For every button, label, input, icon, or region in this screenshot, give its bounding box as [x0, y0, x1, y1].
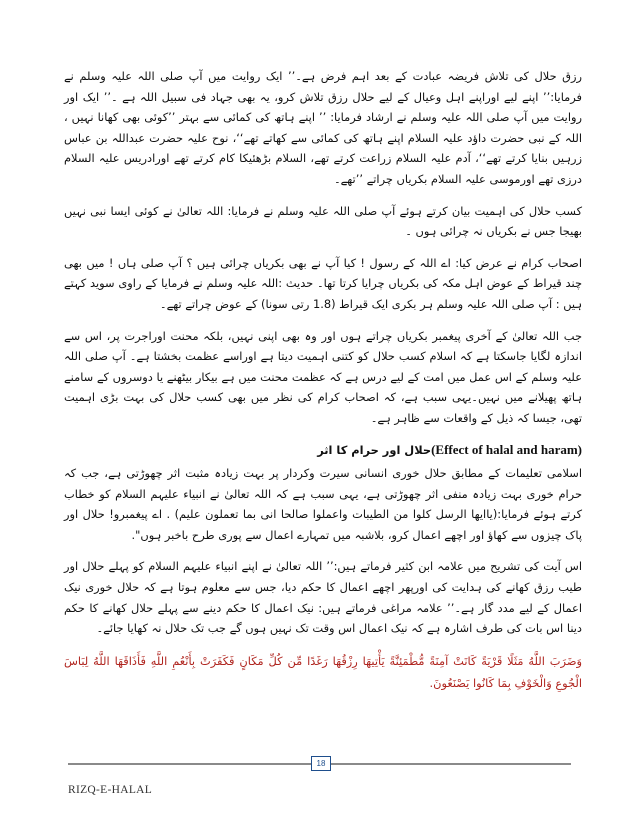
section-heading-urdu: حلال اور حرام کا اثر — [317, 442, 432, 457]
paragraph-rizq-halal-search: رزق حلال کی تلاش فریضہ عبادت کے بعد اہم فرض ہے۔’’ ایک روایت میں آپ صلی اللہ علیہ وسلم نے فرمایا:’’ اپنے لیے اوراپنے اہل وعیال کے لیے حلال رزق تلاش کرو، یہ بھی جہاد فی سبیل اللہ ہے ۔’’ ایک اور روایت میں آپ صلی اللہ علیہ وسلم نے ارشاد فرمایا: ’’ اپنے ہاتھ کی کمائی سے بہتر ’’کوئی بھی کھانا نہیں ، اللہ کے نبی حضرت داؤد علیہ السلام اپنے ہاتھ کی کمائی سے کھاتے تھے‘‘، نوح علیہ حضرت عبداللہ بن عباس زرہیں بنایا کرتے تھے‘‘، آدم علیہ السلام زراعت کرتے تھے، السلام بڑھئیکا کام کرتے تھے اورادریس علیہ السلام درزی تھے اورموسی علیہ السلام بکریاں چراتے ’’تھے۔ — [64, 69, 582, 186]
paragraph-halal-effect: اسلامی تعلیمات کے مطابق حلال خوری انسانی سیرت وکردار پر بہت زیادہ مثبت اثر چھوڑتی ہے، جب کہ حرام خوری بہت زیادہ منفی اثر چھوڑتی ہے، یہی سبب ہے کہ اللہ تعالیٰ نے انبیاء علیہم السلام کو خطاب کرتے ہوئے فرمایا:(یاایھا الرسل کلوا من الطیبات واعملوا صالحا انی بما تعملون علیم) . اے پیغمبرو! حلال اور پاک چیزوں سے کھاؤ اور اچھے اعمال کرو، بلاشبہ میں تمہارے اعمال سے پوری طرح باخبر ہوں". — [64, 466, 582, 542]
footer-title: RIZQ-E-HALAL — [68, 784, 153, 796]
section-heading-english: (Effect of halal and haram) — [431, 441, 582, 457]
paragraph-prophet-labor: جب اللہ تعالیٰ کے آخری پیغمبر بکریاں چراتے ہوں اور وہ بھی اپنی نہیں، بلکہ محنت اوراجرت پر، اس سے اندازہ لگایا جاسکتا ہے کہ اسلام کسب حلال کو کتنی اہمیت دیتا ہے اوراسے عظمت بخشتا ہے۔ آپ صلی اللہ علیہ وسلم کے اس عمل میں امت کے لیے درس ہے کہ عظمت محنت میں ہے بیکار بیٹھنے یا دوسروں کے سامنے ہاتھ پھیلانے میں نہیں۔یہی سبب ہے، کہ اصحاب کرام کی نظر میں بھی کسب حلال کی بہت بڑی اہمیت تھی، جیسا کہ ذیل کے واقعات سے ظاہر ہے۔ — [64, 328, 582, 425]
page-number: 18 — [311, 756, 331, 771]
quran-verse: وَضَرَبَ اللَّهُ مَثَلًا قَرْيَةً كَانَتْ آمِنَةً مُّطْمَئِنَّةً يَأْتِيهَا رِزْقُهَا رَغَدًا مِّن كُلِّ مَكَانٍ فَكَفَرَتْ بِأَنْعُمِ اللَّهِ فَأَذَاقَهَا اللَّهُ لِبَاسَ الْجُوعِ وَالْخَوْفِ بِمَا كَانُوا يَصْنَعُونَ. — [64, 653, 582, 690]
paragraph-ibn-kathir: اس آیت کی تشریح میں علامہ ابن کثیر فرماتے ہیں:’’ اللہ تعالیٰ نے اپنے انبیاء علیہم السلام کو پہلے حلال اور طیب رزق کھانے کی ہدایت کی اورپھر اچھے اعمال کا حکم دیا، جس سے معلوم ہوتا ہے کہ حلال خوری نیک اعمال کے لیے مدد گار ہے۔’’ علامہ مراغی فرماتے ہیں: نیک اعمال کا حکم دینے سے پہلے حلال کھانے کا حکم دینا اس بات کی طرف اشارہ ہے کہ نیک اعمال اس وقت تک نہیں ہوں گے جب تک حلال نہ کھایا جائے۔ — [64, 559, 582, 636]
page-content — [64, 66, 582, 705]
paragraph-kasb-halal-importance: کسب حلال کی اہمیت بیان کرتے ہوئے آپ صلی اللہ علیہ وسلم نے فرمایا: اللہ تعالیٰ نے کوئی ایسا نبی نہیں بھیجا جس نے بکریاں نہ چرائی ہوں ۔ — [64, 203, 582, 239]
paragraph-companions-question: اصحاب کرام نے عرض کیا: اے اللہ کے رسول ! کیا آپ نے بھی بکریاں چرائی ہیں ؟ آپ صلی ہاں ! میں بھی چند قیراط کے عوض اہل مکہ کی بکریاں چرایا کرتا تھا۔ حدیث :اللہ علیہ وسلم نے فرمایا کے راوی سوید کہتے ہیں : آپ صلی اللہ علیہ وسلم ہر بکری ایک قیراط (1.8 رتی سونا) کے عوض چراتے تھے۔ — [64, 255, 582, 311]
section-heading — [64, 440, 582, 461]
